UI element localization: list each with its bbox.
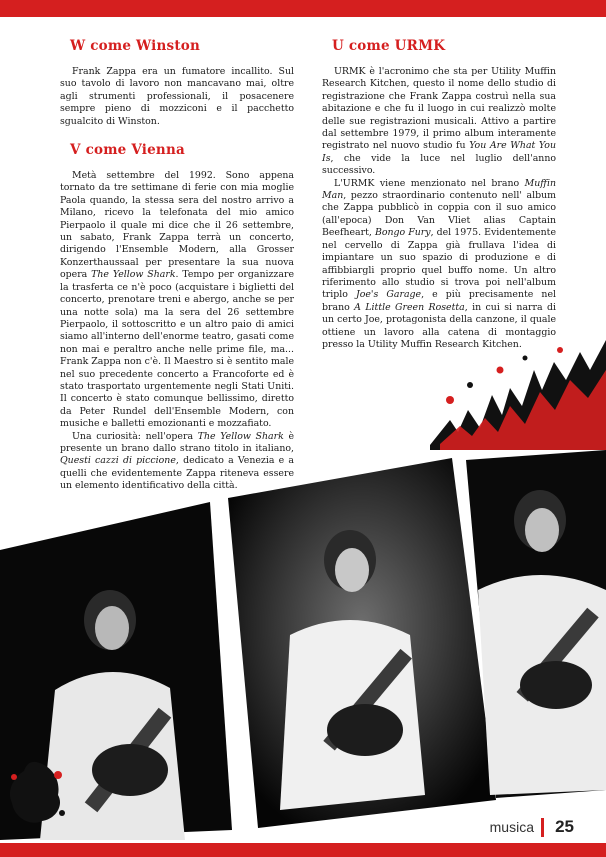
concert-photo-2 — [228, 458, 496, 828]
paragraph-curiosita: Una curiosità: nell'opera The Yellow Shark è presente un brano dallo strano titolo in italiano, Questi cazzi di piccione, dedicato a Venezia e a quelli che evidentemente Zappa riteneva essere un elemento identificativo della città. — [60, 430, 294, 492]
heading-w-come-winston: W come Winston — [70, 38, 200, 54]
section-label: musica — [489, 819, 534, 835]
top-accent-bar — [0, 0, 606, 17]
paragraph-vienna: Metà settembre del 1992. Sono appena tornato da tre settimane di ferie con mia moglie Paola quando, la stessa sera del nostro arrivo a Milano, ricevo la telefonata del mio amico Pierpaolo il quale mi dice che il 26 settembre, un sabato, Frank Zappa terrà un concerto, dirigendo l'Ensemble Modern, alla Grosser Konzerthaussaal per presentare la sua nuova opera The Yellow Shark. Tempo per organizzare la trasferta ce n'è poco (acquistare i biglietti del concerto, prenotare treni e abergo, anche se per una notte sola) ma la sera del 26 settembre Pierpaolo, il sottoscritto e un altro paio di amici siamo all'interno dell'enorme teatro, gasati come non mai e peraltro anche nelle prime file, ma... Frank Zappa non c'è. Il Maestro si è sentito male nel suo precedente concerto a Francoforte ed è stato trasportato urgentemente negli Stati Uniti. Il concerto è stato comunque bellissimo, diretto da Peter Rundel dell'Ensemble Modern, con musiche e balletti emozionanti e mozzafiato. — [60, 170, 294, 430]
right-column — [322, 34, 556, 351]
paragraph-urmk: URMK è l'acronimo che sta per Utility Muffin Research Kitchen, questo il nome dello studio di registrazione che Frank Zappa costruì nella sua abitazione e che fu il luogo in cui realizzò molte delle sue registrazioni musicali. Attivo a partire dal settembre 1979, il primo album interamente registrato nel nuovo studio fu You Are What You Is, che vide la luce nel luglio dell'anno successivo. — [322, 66, 556, 177]
heading-u-come-urmk: U come URMK — [332, 38, 446, 54]
footer-separator — [541, 818, 544, 837]
paragraph-winston: Frank Zappa era un fumatore incallito. Sul suo tavolo di lavoro non mancavano mai, oltre agli strumenti professionali, il posacenere sempre pieno di mozziconi e il pacchetto sgualcito di Winston. — [60, 66, 294, 127]
ink-splatter-decoration — [430, 340, 606, 450]
photo-strip — [0, 450, 606, 840]
page-number: 25 — [555, 817, 574, 836]
left-column — [60, 34, 294, 493]
bottom-accent-bar — [0, 843, 606, 857]
heading-v-come-vienna: V come Vienna — [70, 142, 185, 159]
paragraph-muffin-man: L'URMK viene menzionato nel brano Muffin Man, pezzo straordinario contenuto nell' album che Zappa pubblicò in coppia con il suo amico (all'epoca) Don Van Vliet alias Captain Beefheart, Bongo Fury, del 1975. Evidentemente nel cervello di Zappa già frullava l'idea di impiantare un suo spazio di produzione e di affibbiargli proprio quel buffo nome. Un altro riferimento allo studio si trova poi nell'album triplo Joe's Garage, e più precisamente nel brano A Little Green Rosetta, in cui si narra di un certo Joe, protagonista della canzone, il quale ottiene un lavoro alla catena di montaggio presso la Utility Muffin Research Kitchen. — [322, 177, 556, 350]
